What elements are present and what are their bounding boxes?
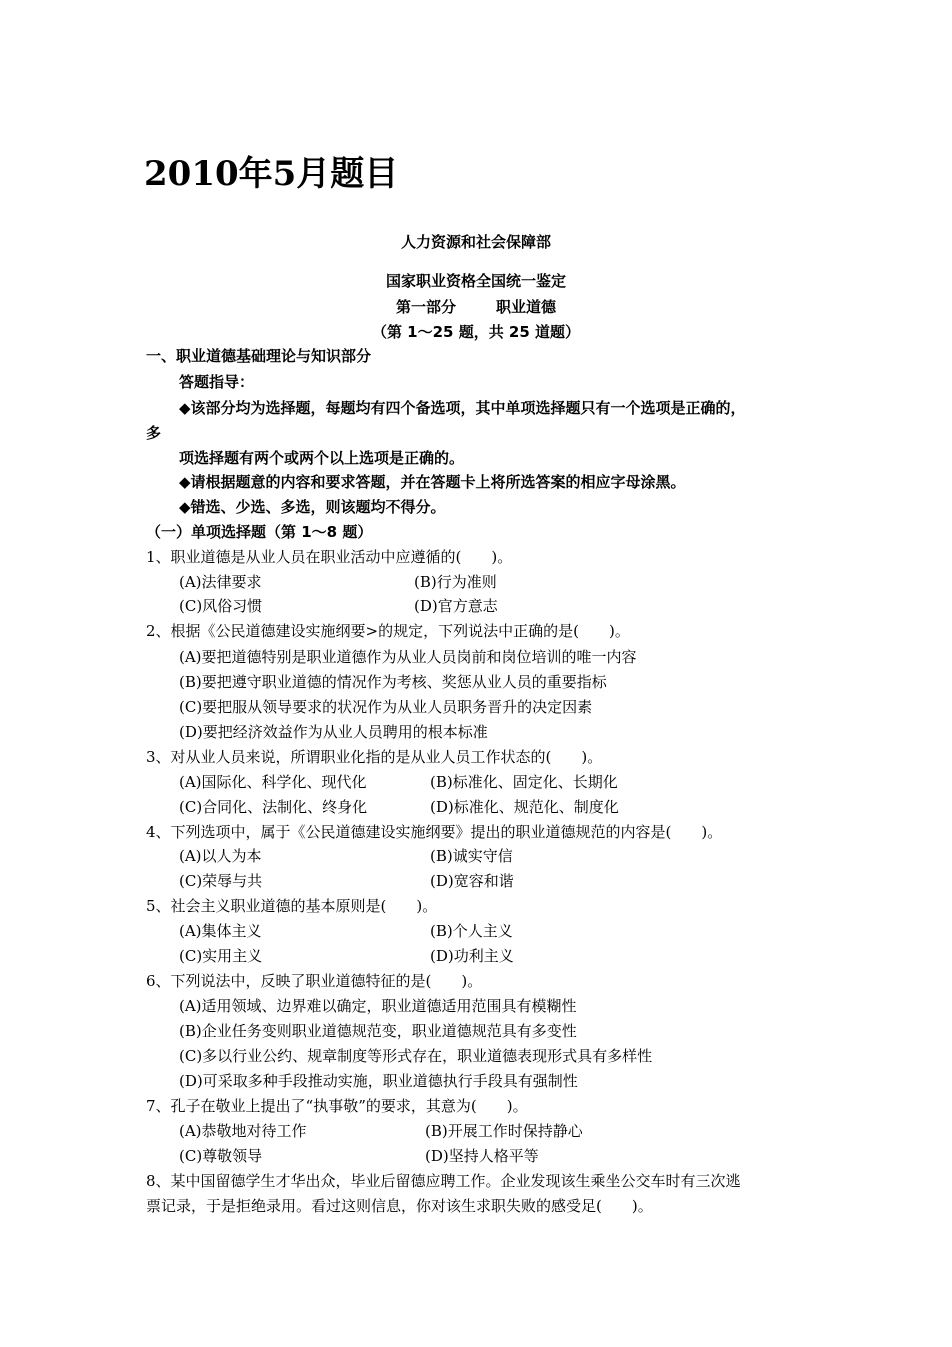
option: (D)坚持人格平等: [425, 1147, 539, 1165]
option: (C)要把服从领导要求的状况作为从业人员职务晋升的决定因素: [179, 698, 593, 716]
header-part-subject: 职业道德: [496, 298, 557, 316]
option: (D)官方意志: [414, 597, 498, 615]
guide-instruction-1-wrap: 多: [146, 424, 162, 442]
guide-instruction-3: ◆错选、少选、多选，则该题均不得分。: [179, 498, 446, 516]
option: (C)实用主义: [179, 947, 263, 965]
option: (A)国际化、科学化、现代化: [179, 773, 367, 791]
question-stem: 4、下列选项中，属于《公民道德建设实施纲要》提出的职业道德规范的内容是( )。: [146, 823, 723, 841]
option: (B)个人主义: [430, 922, 513, 940]
option: (D)功利主义: [430, 947, 514, 965]
question-stem: 2、根据《公民道德建设实施纲要>的规定，下列说法中正确的是( )。: [146, 622, 630, 640]
question-stem: 8、某中国留德学生才华出众，毕业后留德应聘工作。企业发现该生乘坐公交车时有三次逃: [146, 1172, 741, 1190]
section-heading: 一、职业道德基础理论与知识部分: [146, 347, 372, 365]
option: (C)荣辱与共: [179, 872, 263, 890]
header-org: 人力资源和社会保障部: [400, 233, 551, 251]
option: (A)适用领域、边界难以确定，职业道德适用范围具有模糊性: [179, 997, 577, 1015]
option: (A)要把道德特别是职业道德作为从业人员岗前和岗位培训的唯一内容: [179, 648, 637, 666]
option: (A)法律要求: [179, 573, 262, 591]
option: (B)要把遵守职业道德的情况作为考核、奖惩从业人员的重要指标: [179, 673, 607, 691]
option: (B)开展工作时保持静心: [425, 1122, 583, 1140]
guide-label: 答题指导：: [179, 373, 255, 391]
option: (A)恭敬地对待工作: [179, 1122, 307, 1140]
option: (C)尊敬领导: [179, 1147, 263, 1165]
option: (C)合同化、法制化、终身化: [179, 798, 368, 816]
question-stem: 1、职业道德是从业人员在职业活动中应遵循的( )。: [146, 548, 513, 566]
guide-instruction-1: ◆该部分均为选择题，每题均有四个备选项，其中单项选择题只有一个选项是正确的，: [179, 399, 746, 417]
header-exam: 国家职业资格全国统一鉴定: [385, 272, 566, 290]
option: (A)集体主义: [179, 922, 262, 940]
subsection-heading: （一）单项选择题（第 1～8 题）: [146, 523, 373, 541]
option: (C)多以行业公约、规章制度等形式存在，职业道德表现形式具有多样性: [179, 1047, 653, 1065]
question-stem: 6、下列说法中，反映了职业道德特征的是( )。: [146, 972, 483, 990]
option: (B)诚实守信: [430, 847, 513, 865]
guide-instruction-1-cont: 项选择题有两个或两个以上选项是正确的。: [179, 449, 465, 467]
option: (D)可采取多种手段推动实施，职业道德执行手段具有强制性: [179, 1072, 578, 1090]
option: (D)宽容和谐: [430, 872, 514, 890]
header-question-range: （第 1～25 题，共 25 道题）: [371, 323, 581, 341]
option: (B)行为准则: [414, 573, 497, 591]
page-title: 2010年5月题目: [144, 154, 399, 194]
question-stem: 3、对从业人员来说，所谓职业化指的是从业人员工作状态的( )。: [146, 748, 603, 766]
guide-instruction-2: ◆请根据题意的内容和要求答题，并在答题卡上将所选答案的相应字母涂黑。: [179, 473, 686, 491]
option: (B)标准化、固定化、长期化: [430, 773, 618, 791]
header-part: [0, 295, 952, 319]
question-stem: 7、孔子在敬业上提出了“执事敬”的要求，其意为( )。: [146, 1097, 528, 1115]
option: (C)风俗习惯: [179, 597, 263, 615]
option: (A)以人为本: [179, 847, 262, 865]
option: (D)要把经济效益作为从业人员聘用的根本标准: [179, 723, 488, 741]
question-stem-cont: 票记录，于是拒绝录用。看过这则信息，你对该生求职失败的感受足( )。: [146, 1197, 653, 1215]
option: (D)标准化、规范化、制度化: [430, 798, 619, 816]
option: (B)企业任务变则职业道德规范变，职业道德规范具有多变性: [179, 1022, 577, 1040]
question-stem: 5、社会主义职业道德的基本原则是( )。: [146, 897, 438, 915]
header-part-number: 第一部分: [395, 298, 456, 316]
